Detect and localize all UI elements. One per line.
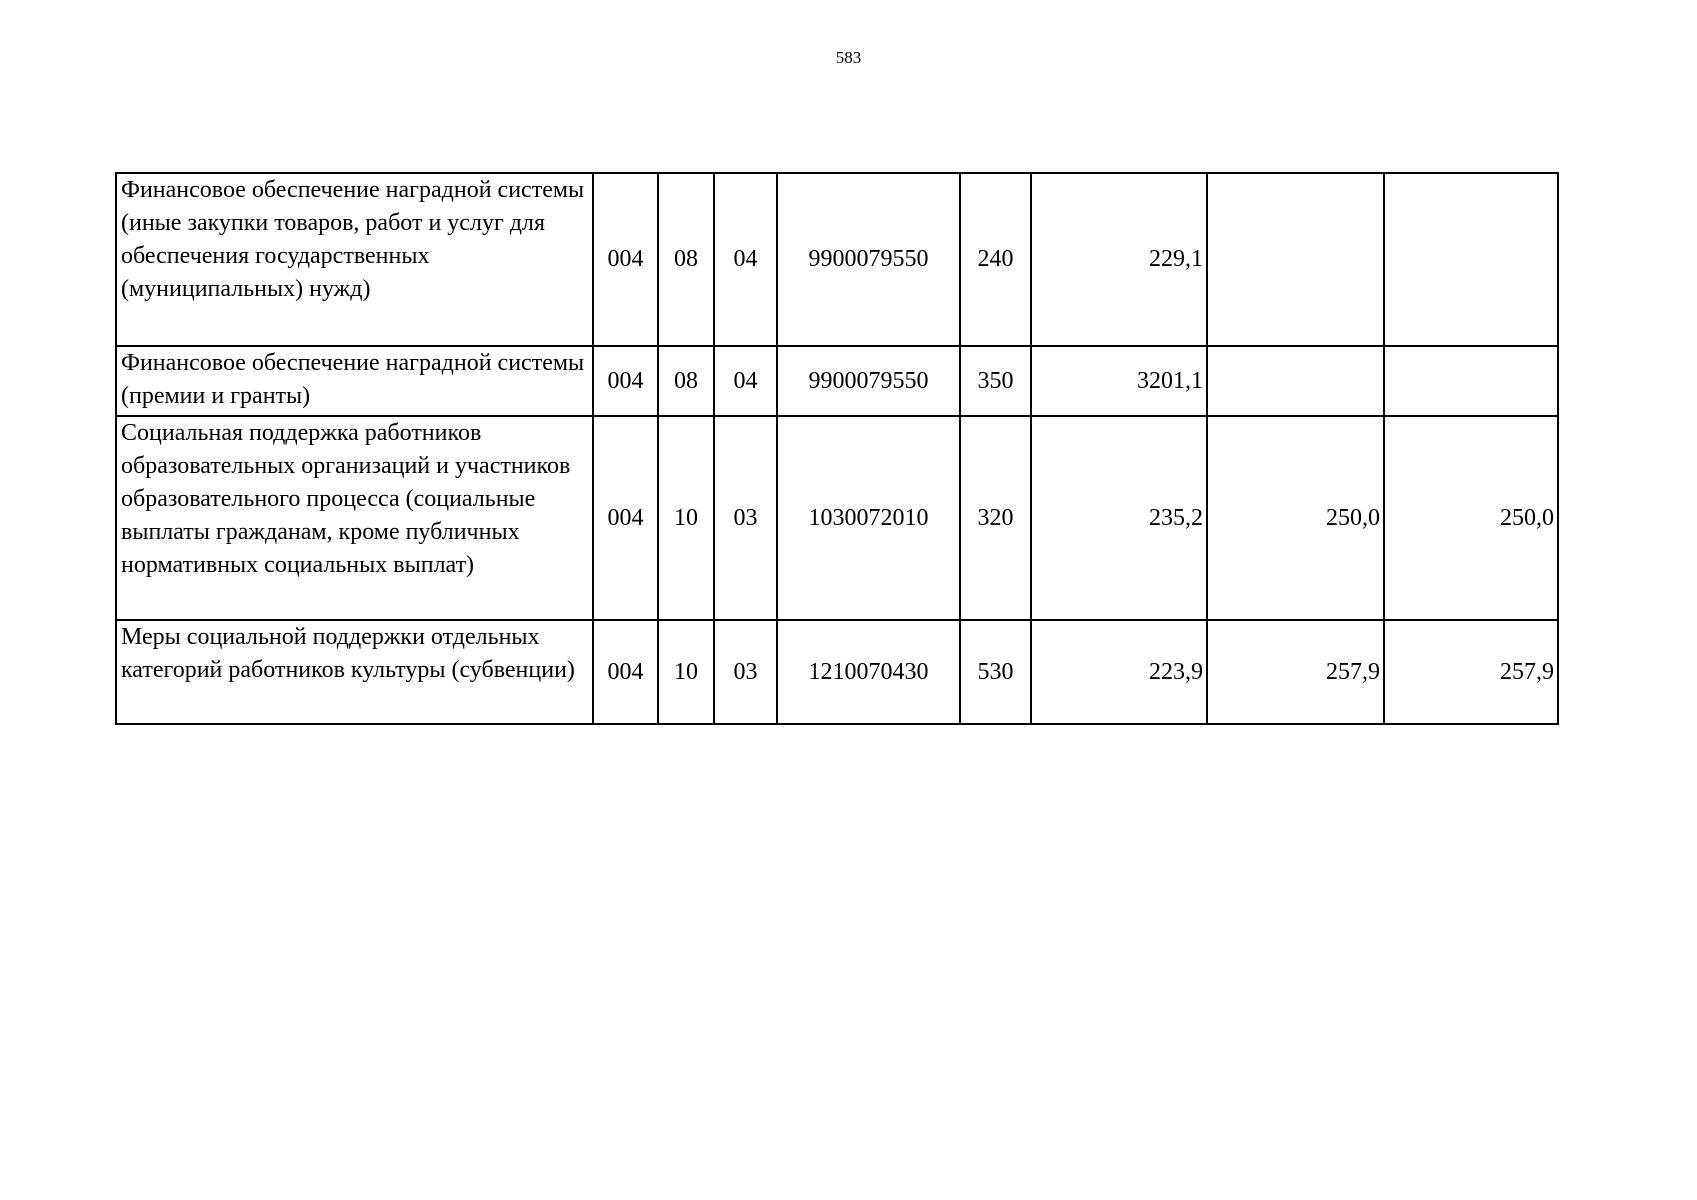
target-article-cell: 9900079550 [777,173,960,346]
amount-1-cell: 223,9 [1031,620,1207,724]
table-row [116,173,1558,346]
amount-2-cell: 257,9 [1207,620,1384,724]
expense-name-cell: Социальная поддержка работников образовательных организаций и участников образовательного процесса (социальные выплаты гражданам, кроме публичных нормативных социальных выплат) [116,416,593,620]
subsection-code-cell: 04 [714,346,777,416]
expense-type-cell: 240 [960,173,1031,346]
expense-type-cell: 350 [960,346,1031,416]
amount-2-cell: 250,0 [1207,416,1384,620]
amount-3-cell: 257,9 [1384,620,1558,724]
amount-3-cell [1384,173,1558,346]
table-row [116,346,1558,416]
ministry-code-cell: 004 [593,346,658,416]
amount-1-cell: 229,1 [1031,173,1207,346]
amount-2-cell [1207,346,1384,416]
target-article-cell: 1030072010 [777,416,960,620]
expense-name-cell: Финансовое обеспечение наградной системы (премии и гранты) [116,346,593,416]
section-code-cell: 08 [658,346,714,416]
target-article-cell: 1210070430 [777,620,960,724]
page-number: 583 [835,48,862,67]
subsection-code-cell: 03 [714,416,777,620]
ministry-code-cell: 004 [593,620,658,724]
section-code-cell: 08 [658,173,714,346]
expense-name-cell: Меры социальной поддержки отдельных категорий работников культуры (субвенции) [116,620,593,724]
budget-table [115,172,1559,725]
expense-type-cell: 320 [960,416,1031,620]
amount-3-cell [1384,346,1558,416]
target-article-cell: 9900079550 [777,346,960,416]
expense-type-cell: 530 [960,620,1031,724]
amount-2-cell [1207,173,1384,346]
expense-name-cell: Финансовое обеспечение наградной системы (иные закупки товаров, работ и услуг для обеспечения государственных (муниципальных) нужд) [116,173,593,346]
amount-1-cell: 3201,1 [1031,346,1207,416]
amount-1-cell: 235,2 [1031,416,1207,620]
ministry-code-cell: 004 [593,173,658,346]
amount-3-cell: 250,0 [1384,416,1558,620]
table-row [116,416,1558,620]
section-code-cell: 10 [658,620,714,724]
ministry-code-cell: 004 [593,416,658,620]
subsection-code-cell: 04 [714,173,777,346]
table-row [116,620,1558,724]
subsection-code-cell: 03 [714,620,777,724]
section-code-cell: 10 [658,416,714,620]
